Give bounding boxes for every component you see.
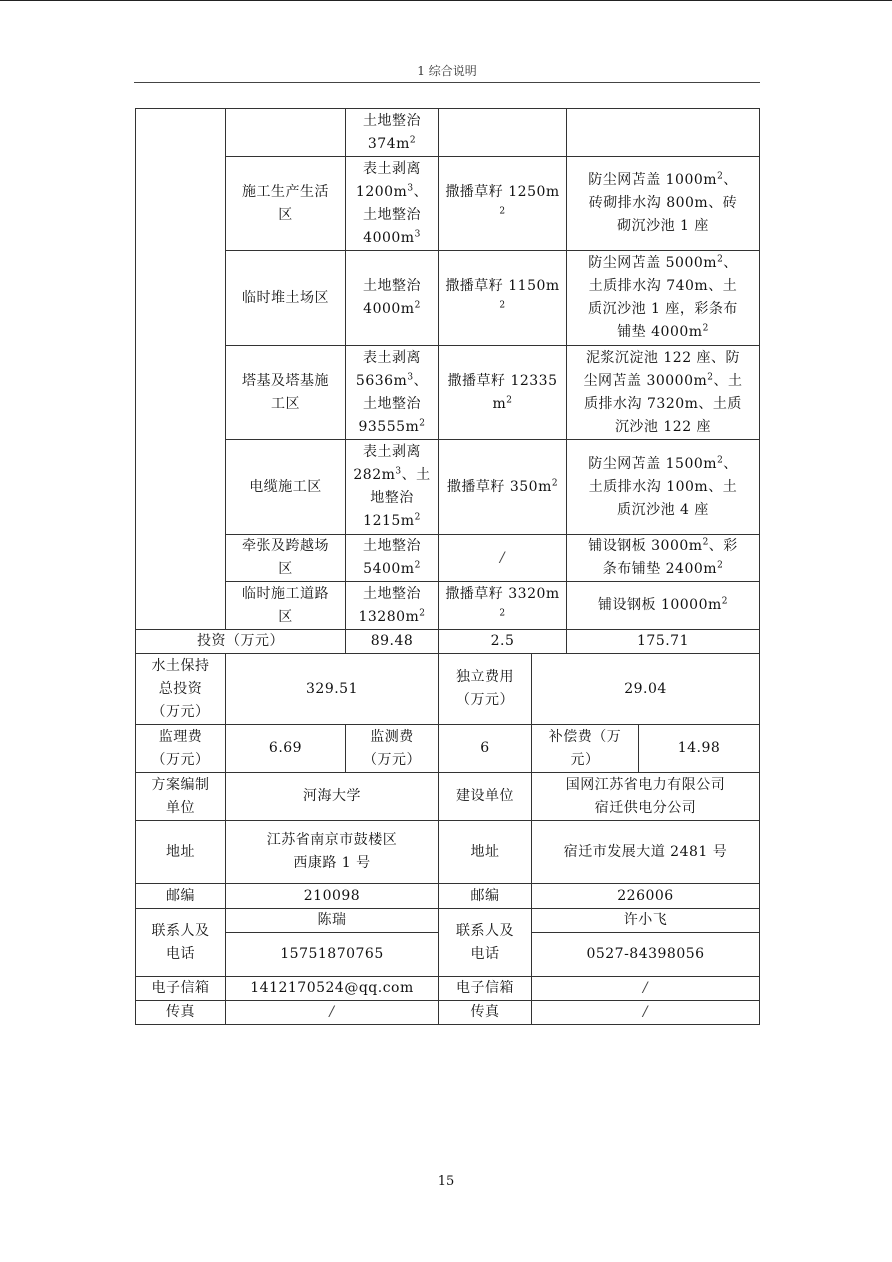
compensation-fee-label: 补偿费（万 元）: [532, 725, 639, 773]
build-unit-label: 建设单位: [439, 773, 532, 821]
investment-plant: 2.5: [439, 630, 567, 654]
project-summary-table: [135, 108, 760, 1025]
plan-postcode-value: 210098: [226, 884, 439, 909]
plant-measure-cell: 撒播草籽 $1150m^2$: [439, 251, 567, 346]
plan-fax-value: /: [226, 1001, 439, 1025]
fax-row: [136, 1001, 760, 1025]
merged-blank-cell: [136, 109, 226, 630]
build-email-value: /: [532, 977, 760, 1001]
area-cell: 电缆施工区: [226, 440, 346, 535]
plan-fax-label: 传真: [136, 1001, 226, 1025]
engineering-measure-cell: 土地整治 $5400m^2$: [346, 535, 439, 582]
plant-measure-cell: /: [439, 535, 567, 582]
header-rule: [134, 82, 760, 83]
build-address-value: 宿迁市发展大道 2481 号: [532, 821, 760, 884]
measure-row: [136, 109, 760, 157]
plan-email-value: 1412170524@qq.com: [226, 977, 439, 1001]
plan-contact-label: 联系人及 电话: [136, 909, 226, 977]
area-cell: 塔基及塔基施 工区: [226, 346, 346, 440]
plan-email-label: 电子信箱: [136, 977, 226, 1001]
postcode-row: [136, 884, 760, 909]
investment-label: 投资（万元）: [136, 630, 346, 654]
measure-row: [136, 582, 760, 630]
engineering-measure-cell: 土地整治 $13280m^2$: [346, 582, 439, 630]
engineering-measure-cell: 表土剥离 $282m^3$、土 地整治 $1215m^2$: [346, 440, 439, 535]
temporary-measure-cell: 泥浆沉淀池 122 座、防 尘网苫盖 $30000m^2$、土 质排水沟 7320m、土质 沉沙池 122 座: [567, 346, 760, 440]
temporary-measure-cell: 防尘网苫盖 $5000m^2$、 土质排水沟 740m、土 质沉沙池 1 座，彩条布 铺垫 $4000m^2$: [567, 251, 760, 346]
plan-contact-phone: 15751870765: [226, 933, 439, 977]
measure-row: [136, 157, 760, 251]
temporary-measure-cell: 防尘网苫盖 $1500m^2$、 土质排水沟 100m、土 质沉沙池 4 座: [567, 440, 760, 535]
email-row: [136, 977, 760, 1001]
area-cell: [226, 109, 346, 157]
measure-row: [136, 251, 760, 346]
engineering-measure-cell: 表土剥离 $5636m^3$、 土地整治 $93555m^2$: [346, 346, 439, 440]
plant-measure-cell: 撒播草籽 $350m^2$: [439, 440, 567, 535]
page-top-border: [0, 0, 892, 1]
plan-address-value: 江苏省南京市鼓楼区 西康路 1 号: [226, 821, 439, 884]
area-cell: 临时施工道路 区: [226, 582, 346, 630]
measure-row: [136, 440, 760, 535]
plan-contact-name: 陈瑞: [226, 909, 439, 933]
build-fax-label: 传真: [439, 1001, 532, 1025]
build-postcode-label: 邮编: [439, 884, 532, 909]
monitoring-fee-value: 6: [439, 725, 532, 773]
temporary-measure-cell: 铺设钢板 $10000m^2$: [567, 582, 760, 630]
investment-row: [136, 630, 760, 654]
temporary-measure-cell: 铺设钢板 $3000m^2$、彩 条布铺垫 $2400m^2$: [567, 535, 760, 582]
investment-temporary: 175.71: [567, 630, 760, 654]
build-address-label: 地址: [439, 821, 532, 884]
build-contact-name: 许小飞: [532, 909, 760, 933]
total-investment-row: [136, 654, 760, 725]
plan-address-label: 地址: [136, 821, 226, 884]
temporary-measure-cell: [567, 109, 760, 157]
build-unit-value: 国网江苏省电力有限公司 宿迁供电分公司: [532, 773, 760, 821]
total-investment-label: 水土保持 总投资 （万元）: [136, 654, 226, 725]
build-fax-value: /: [532, 1001, 760, 1025]
fees-row: [136, 725, 760, 773]
build-postcode-value: 226006: [532, 884, 760, 909]
engineering-measure-cell: 土地整治 $4000m^2$: [346, 251, 439, 346]
contact-name-row: [136, 909, 760, 933]
plan-unit-label: 方案编制 单位: [136, 773, 226, 821]
units-row: [136, 773, 760, 821]
build-contact-label: 联系人及 电话: [439, 909, 532, 977]
build-contact-phone: 0527-84398056: [532, 933, 760, 977]
independent-fee-value: 29.04: [532, 654, 760, 725]
plant-measure-cell: [439, 109, 567, 157]
engineering-measure-cell: 表土剥离 $1200m^3$、 土地整治 $4000m^3$: [346, 157, 439, 251]
area-cell: 牵张及跨越场 区: [226, 535, 346, 582]
measure-row: [136, 346, 760, 440]
plant-measure-cell: 撒播草籽 $12335m^2$: [439, 346, 567, 440]
monitoring-fee-label: 监测费 （万元）: [346, 725, 439, 773]
area-cell: 施工生产生活 区: [226, 157, 346, 251]
area-cell: 临时堆土场区: [226, 251, 346, 346]
independent-fee-label: 独立费用 （万元）: [439, 654, 532, 725]
supervision-fee-value: 6.69: [226, 725, 346, 773]
compensation-fee-value: 14.98: [639, 725, 760, 773]
temporary-measure-cell: 防尘网苫盖 $1000m^2$、 砖砌排水沟 800m、砖 砌沉沙池 1 座: [567, 157, 760, 251]
plant-measure-cell: 撒播草籽 $1250m^2$: [439, 157, 567, 251]
investment-engineering: 89.48: [346, 630, 439, 654]
page-number: 15: [437, 1174, 455, 1189]
running-header: 1 综合说明: [417, 64, 477, 78]
total-investment-value: 329.51: [226, 654, 439, 725]
plan-unit-value: 河海大学: [226, 773, 439, 821]
build-email-label: 电子信箱: [439, 977, 532, 1001]
plant-measure-cell: 撒播草籽 $3320m^2$: [439, 582, 567, 630]
engineering-measure-cell: 土地整治 $374m^2$: [346, 109, 439, 157]
address-row: [136, 821, 760, 884]
measure-row: [136, 535, 760, 582]
supervision-fee-label: 监理费 （万元）: [136, 725, 226, 773]
plan-postcode-label: 邮编: [136, 884, 226, 909]
